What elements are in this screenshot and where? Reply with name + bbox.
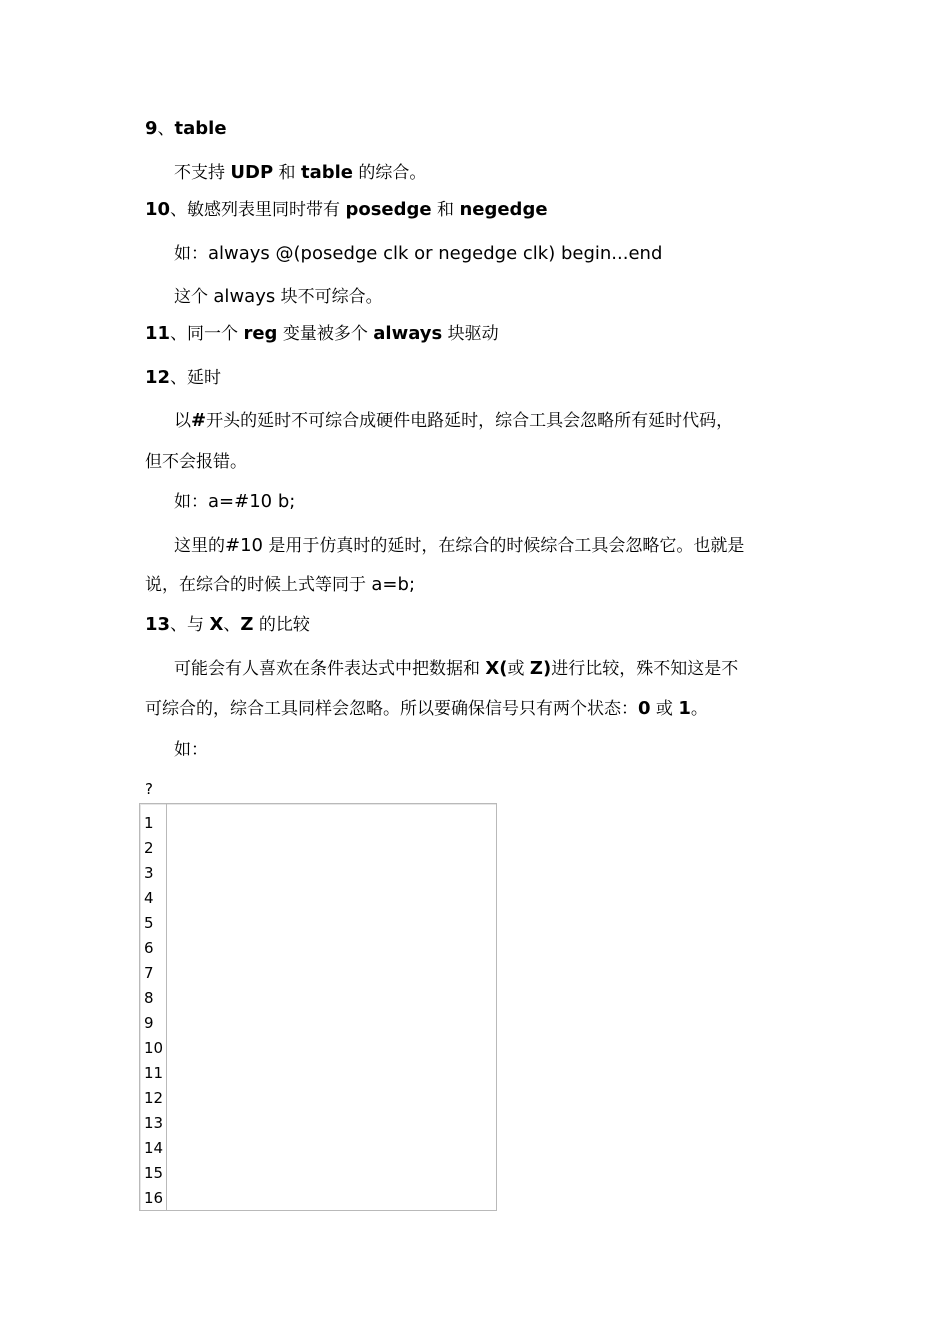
line-number-gutter — [140, 804, 167, 1210]
heading-9: 9、table — [145, 118, 227, 139]
heading-11: 11、同一个 reg 变量被多个 always 块驱动 — [145, 323, 499, 344]
line-number: 7 — [144, 964, 154, 982]
code-help-link[interactable]: ? — [145, 780, 153, 798]
line-number: 8 — [144, 989, 154, 1007]
paragraph-13-1-cont: 可综合的，综合工具同样会忽略。所以要确保信号只有两个状态：0 或 1。 — [145, 698, 708, 719]
heading-13: 13、与 X、Z 的比较 — [145, 614, 310, 635]
heading-10: 10、敏感列表里同时带有 posedge 和 negedge — [145, 199, 548, 220]
line-number: 11 — [144, 1064, 164, 1082]
line-number: 1 — [144, 814, 154, 832]
paragraph-10-1: 如：always @(posedge clk or negedge clk) begin...end — [174, 243, 663, 264]
line-number: 13 — [144, 1114, 164, 1132]
paragraph-12-1-cont: 但不会报错。 — [145, 452, 247, 472]
paragraph-12-1: 以#开头的延时不可综合成硬件电路延时，综合工具会忽略所有延时代码， — [174, 410, 734, 431]
paragraph-9-1: 不支持 UDP 和 table 的综合。 — [174, 162, 427, 183]
heading-12: 12、延时 — [145, 367, 222, 388]
line-number: 14 — [144, 1139, 164, 1157]
line-number: 3 — [144, 864, 154, 882]
paragraph-12-2: 如：a=#10 b; — [174, 491, 296, 512]
line-number: 9 — [144, 1014, 154, 1032]
line-number: 6 — [144, 939, 154, 957]
line-number: 12 — [144, 1089, 164, 1107]
paragraph-13-2: 如： — [174, 740, 208, 760]
paragraph-10-2: 这个 always 块不可综合。 — [174, 286, 383, 307]
line-number: 5 — [144, 914, 154, 932]
line-number: 4 — [144, 889, 154, 907]
paragraph-12-3: 这里的#10 是用于仿真时的延时，在综合的时候综合工具会忽略它。也就是 — [174, 535, 745, 556]
paragraph-12-3-cont: 说，在综合的时候上式等同于 a=b; — [145, 574, 416, 595]
code-block — [139, 803, 497, 1211]
line-number: 2 — [144, 839, 154, 857]
paragraph-13-1: 可能会有人喜欢在条件表达式中把数据和 X(或 Z)进行比较，殊不知这是不 — [174, 658, 739, 679]
line-number: 10 — [144, 1039, 164, 1057]
line-number: 16 — [144, 1189, 164, 1207]
line-number: 15 — [144, 1164, 164, 1182]
